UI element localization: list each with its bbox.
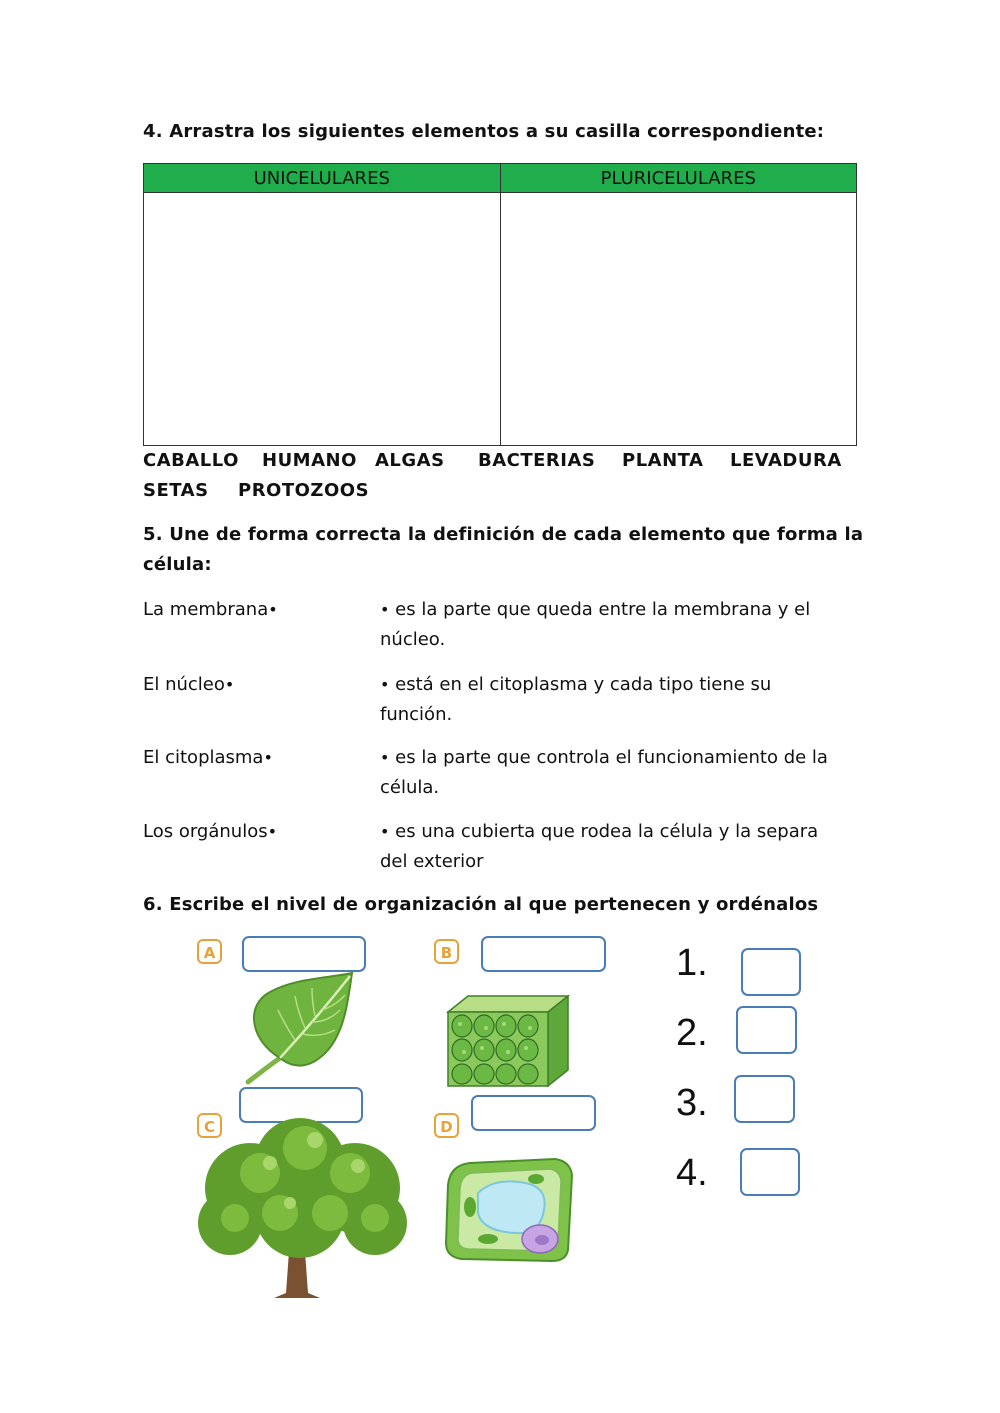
label-badge-a: A	[197, 939, 222, 964]
match-definition-dot[interactable]: •	[380, 675, 390, 694]
match-definition-line1: es una cubierta que rodea la célula y la separa	[395, 821, 819, 842]
q5-title-line2: célula:	[143, 554, 212, 575]
match-term: La membrana	[143, 599, 269, 620]
match-definition-line1: es la parte que queda entre la membrana y el	[395, 599, 811, 620]
tissue-illustration	[440, 990, 575, 1090]
match-definition-dot[interactable]: •	[380, 748, 390, 767]
order-input-2[interactable]	[736, 1006, 797, 1054]
match-definition-dot[interactable]: •	[380, 822, 390, 841]
match-term-dot[interactable]: •	[224, 675, 235, 694]
word-planta[interactable]: PLANTA	[622, 450, 704, 471]
classification-table	[143, 163, 857, 446]
word-setas[interactable]: SETAS	[143, 480, 209, 501]
order-input-4[interactable]	[740, 1148, 800, 1196]
drop-zone-pluricelulares[interactable]	[500, 193, 857, 446]
match-definition-line1: está en el citoplasma y cada tipo tiene su	[395, 674, 772, 695]
match-definition-line2: célula.	[380, 777, 440, 798]
answer-input-b[interactable]	[481, 936, 606, 972]
word-levadura[interactable]: LEVADURA	[730, 450, 842, 471]
column-header-pluricelulares: PLURICELULARES	[500, 164, 857, 193]
leaf-illustration	[240, 970, 360, 1090]
order-number-2: 2.	[676, 1012, 708, 1054]
label-badge-d: D	[434, 1113, 459, 1138]
order-number-4: 4.	[676, 1152, 708, 1194]
match-term-dot[interactable]: •	[268, 600, 278, 619]
match-term-dot[interactable]: •	[267, 822, 278, 841]
label-badge-c: C	[197, 1113, 222, 1138]
match-term: Los orgánulos	[143, 821, 268, 842]
q4-title: 4. Arrastra los siguientes elementos a su casilla correspondiente:	[143, 121, 825, 142]
match-definition-dot[interactable]: •	[380, 600, 390, 619]
word-protozoos[interactable]: PROTOZOOS	[238, 480, 370, 501]
order-input-3[interactable]	[734, 1075, 795, 1123]
word-bacterias[interactable]: BACTERIAS	[478, 450, 596, 471]
q5-title-line1: 5. Une de forma correcta la definición de cada elemento que forma la	[143, 524, 864, 545]
tree-illustration	[190, 1118, 415, 1300]
word-humano[interactable]: HUMANO	[262, 450, 357, 471]
match-term: El núcleo	[143, 674, 225, 695]
column-header-unicelulares: UNICELULARES	[144, 164, 501, 193]
match-term-dot[interactable]: •	[263, 748, 273, 767]
word-caballo[interactable]: CABALLO	[143, 450, 239, 471]
answer-input-a[interactable]	[242, 936, 366, 972]
plant-cell-illustration	[440, 1155, 575, 1265]
order-input-1[interactable]	[741, 948, 801, 996]
word-algas[interactable]: ALGAS	[375, 450, 445, 471]
order-number-3: 3.	[676, 1082, 708, 1124]
match-term: El citoplasma	[143, 747, 264, 768]
order-number-1: 1.	[676, 942, 708, 984]
match-definition-line1: es la parte que controla el funcionamiento de la	[395, 747, 828, 768]
label-badge-b: B	[434, 939, 459, 964]
drop-zone-unicelulares[interactable]	[144, 193, 501, 446]
answer-input-d[interactable]	[471, 1095, 596, 1131]
q6-title: 6. Escribe el nivel de organización al que pertenecen y ordénalos	[143, 894, 819, 915]
match-definition-line2: del exterior	[380, 851, 484, 872]
match-definition-line2: núcleo.	[380, 629, 446, 650]
match-definition-line2: función.	[380, 704, 453, 725]
